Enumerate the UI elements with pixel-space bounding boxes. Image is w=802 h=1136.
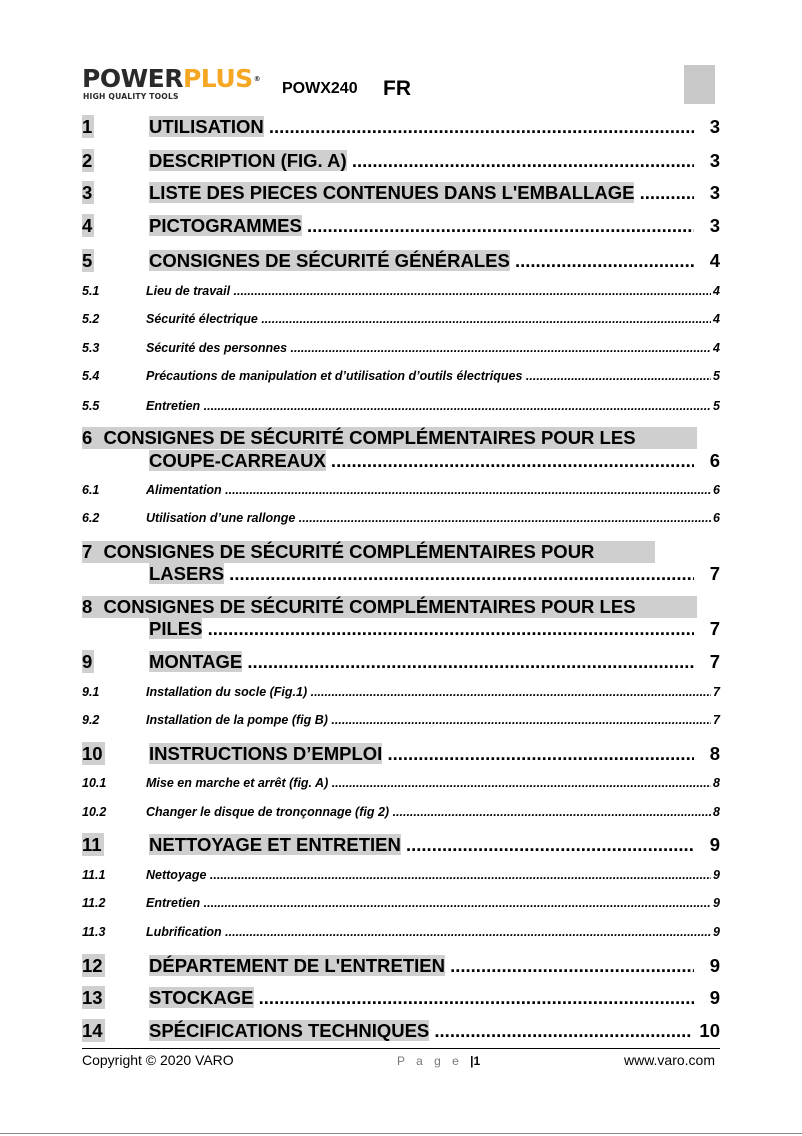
- toc-page: 3: [709, 182, 720, 203]
- toc-page: 6: [713, 511, 720, 525]
- toc-page: 3: [709, 116, 720, 137]
- toc-page: 9: [709, 987, 720, 1008]
- toc-page: 9: [709, 834, 720, 855]
- toc-page: 3: [709, 150, 720, 171]
- toc-page: 10: [699, 1020, 720, 1041]
- page-number: 1: [473, 1054, 481, 1068]
- toc-title: DESCRIPTION (FIG. A): [149, 150, 347, 171]
- toc-title-line1: CONSIGNES DE SÉCURITÉ COMPLÉMENTAIRES POUR: [103, 541, 595, 562]
- page-label: P a g e: [397, 1054, 463, 1068]
- toc-number: 12: [82, 955, 103, 976]
- toc-number: 13: [82, 987, 103, 1008]
- toc-page: 5: [713, 369, 720, 383]
- toc-number: 11.2: [82, 896, 106, 910]
- toc-number: 5.1: [82, 284, 100, 298]
- logo-tagline: HIGH QUALITY TOOLS: [83, 92, 179, 101]
- toc-page: 9: [709, 955, 720, 976]
- toc-entry-heading-line[interactable]: [82, 426, 636, 449]
- toc-title: Changer le disque de tronçonnage (fig 2): [146, 805, 390, 819]
- toc-page: 4: [709, 250, 720, 271]
- toc-number: 11.3: [82, 925, 106, 939]
- toc-number: 3: [82, 182, 93, 203]
- toc-page: 7: [709, 563, 720, 584]
- footer-page-indicator: [397, 1054, 480, 1068]
- logo-power: POWER: [82, 64, 183, 93]
- model-number: POWX240: [282, 80, 358, 97]
- toc-number: 6.1: [82, 483, 100, 497]
- toc-title-line1: CONSIGNES DE SÉCURITÉ COMPLÉMENTAIRES POUR LES: [103, 427, 636, 448]
- toc-title: Utilisation d’une rallonge: [146, 511, 296, 525]
- toc-title: Lubrification: [146, 925, 222, 939]
- toc-page: 5: [713, 399, 720, 413]
- toc-number: 9: [82, 651, 93, 672]
- toc-number: 7: [82, 541, 93, 562]
- toc-title: Alimentation: [146, 483, 222, 497]
- toc-page: 7: [713, 713, 720, 727]
- toc-page: 8: [713, 776, 720, 790]
- toc-title: UTILISATION: [149, 116, 264, 137]
- toc-page: 6: [709, 450, 720, 471]
- toc-page: 4: [713, 284, 720, 298]
- toc-title: Installation de la pompe (fig B): [146, 713, 328, 727]
- toc-entry-heading-line[interactable]: [82, 595, 636, 618]
- toc-title: Sécurité électrique: [146, 312, 258, 326]
- toc-number: 9.2: [82, 713, 100, 727]
- toc-number: 11: [82, 834, 102, 855]
- powerplus-logo: [82, 66, 272, 100]
- toc-number: 4: [82, 215, 93, 236]
- toc-entry-heading-line[interactable]: [82, 540, 594, 563]
- toc-number: 10.1: [82, 776, 107, 790]
- header-grey-block: [684, 65, 715, 104]
- toc-number: 9.1: [82, 685, 100, 699]
- toc-title: Mise en marche et arrêt (fig. A): [146, 776, 329, 790]
- logo-plus: PLUS: [182, 64, 253, 93]
- toc-number: 5.5: [82, 399, 100, 413]
- toc-page: 8: [713, 805, 720, 819]
- toc-page: 4: [713, 341, 720, 355]
- toc-number: 5: [82, 250, 93, 271]
- toc-page: 7: [709, 618, 720, 639]
- toc-page: 9: [713, 896, 720, 910]
- toc-title: NETTOYAGE ET ENTRETIEN: [149, 834, 401, 855]
- toc-number: 8: [82, 596, 93, 617]
- toc-title: Sécurité des personnes: [146, 341, 288, 355]
- toc-title: DÉPARTEMENT DE L'ENTRETIEN: [149, 955, 445, 976]
- toc-page: 9: [713, 925, 720, 939]
- toc-title: Installation du socle (Fig.1): [146, 685, 308, 699]
- toc-title: Précautions de manipulation et d’utilisation d’outils électriques: [146, 369, 523, 383]
- language-code: FR: [383, 77, 411, 100]
- footer-divider: [82, 1048, 720, 1049]
- toc-title: STOCKAGE: [149, 987, 254, 1008]
- toc-title: INSTRUCTIONS D’EMPLOI: [149, 743, 383, 764]
- toc-number: 2: [82, 150, 93, 171]
- toc-page: 7: [713, 685, 720, 699]
- toc-number: 14: [82, 1020, 103, 1041]
- toc-title: Nettoyage: [146, 868, 207, 882]
- toc-title: LISTE DES PIECES CONTENUES DANS L'EMBALLAGE: [149, 182, 635, 203]
- page-bottom-edge: [0, 1133, 802, 1134]
- logo-wordmark: [82, 66, 260, 92]
- toc-page: 6: [713, 483, 720, 497]
- toc-number: 5.4: [82, 369, 100, 383]
- toc-page: 3: [709, 215, 720, 236]
- footer-website-link[interactable]: www.varo.com: [623, 1052, 715, 1068]
- toc-title: Entretien: [146, 896, 201, 910]
- toc-number: 5.2: [82, 312, 100, 326]
- toc-page: 9: [713, 868, 720, 882]
- toc-title: PILES: [149, 618, 203, 639]
- toc-title: Lieu de travail: [146, 284, 231, 298]
- page-header: [82, 62, 722, 108]
- toc-number: 5.3: [82, 341, 100, 355]
- toc-number: 10: [82, 743, 103, 764]
- toc-title: CONSIGNES DE SÉCURITÉ GÉNÉRALES: [149, 250, 510, 271]
- toc-title: MONTAGE: [149, 651, 243, 672]
- toc-number: 6.2: [82, 511, 100, 525]
- toc-number: 6: [82, 427, 93, 448]
- toc-page: 4: [713, 312, 720, 326]
- footer-copyright: Copyright © 2020 VARO: [82, 1052, 234, 1068]
- toc-title: Entretien: [146, 399, 201, 413]
- toc-number: 1: [82, 116, 93, 137]
- registered-mark: ®: [253, 75, 261, 83]
- toc-title: COUPE-CARREAUX: [149, 450, 326, 471]
- toc-title-line1: CONSIGNES DE SÉCURITÉ COMPLÉMENTAIRES POUR LES: [103, 596, 636, 617]
- toc-title: LASERS: [149, 563, 225, 584]
- page-separator: |: [470, 1054, 474, 1068]
- toc-number: 11.1: [82, 868, 106, 882]
- toc-title: PICTOGRAMMES: [149, 215, 302, 236]
- toc-page: 7: [709, 651, 720, 672]
- toc-number: 10.2: [82, 805, 107, 819]
- toc-page: 8: [709, 743, 720, 764]
- toc-title: SPÉCIFICATIONS TECHNIQUES: [149, 1020, 430, 1041]
